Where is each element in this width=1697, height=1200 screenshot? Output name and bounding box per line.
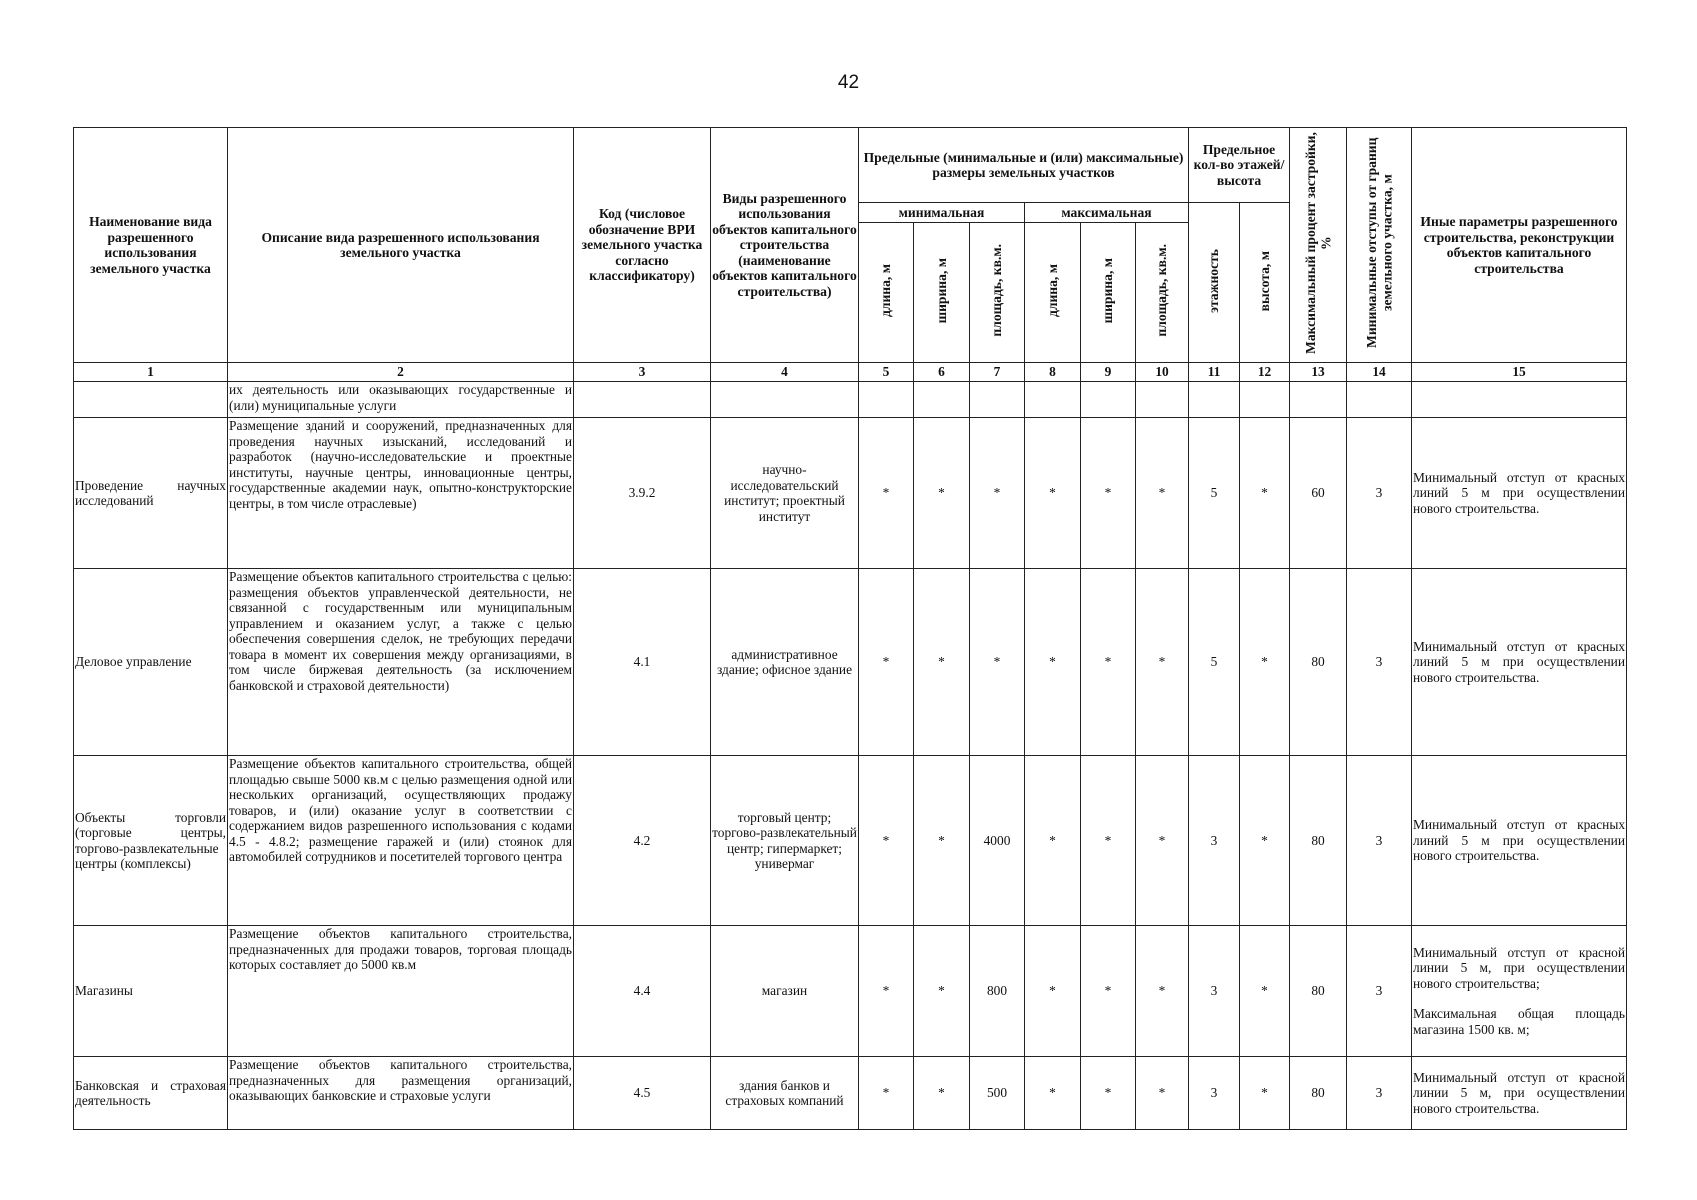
row-min-length: *: [859, 756, 914, 926]
row-max-length: *: [1025, 418, 1081, 569]
row-floors: 3: [1189, 926, 1240, 1057]
row-floors: 3: [1189, 756, 1240, 926]
header-height: высота, м: [1240, 203, 1290, 363]
column-number: 13: [1290, 363, 1347, 382]
row-objects: научно-исследовательский институт; проектный институт: [711, 418, 859, 569]
continuation-row: [74, 382, 1627, 418]
column-number: 10: [1136, 363, 1189, 382]
row-objects: административное здание; офисное здание: [711, 569, 859, 756]
row-max-width: *: [1081, 926, 1136, 1057]
row-code: 4.1: [574, 569, 711, 756]
other-params-text: Минимальный отступ от красных линий 5 м при осуществлении нового строительства.: [1413, 817, 1626, 864]
column-number: 2: [228, 363, 574, 382]
header-floors-group: Предельное кол-во этажей/ высота: [1189, 128, 1290, 203]
header-max-group: максимальная: [1025, 203, 1189, 223]
row-min-area: *: [970, 569, 1025, 756]
other-params-text: Минимальный отступ от красной линии 5 м, при осуществлении нового строительства;: [1413, 944, 1626, 991]
row-height: *: [1240, 756, 1290, 926]
row-max-length: *: [1025, 756, 1081, 926]
table-row: [74, 418, 1627, 569]
table-row: [74, 756, 1627, 926]
row-max-area: *: [1136, 418, 1189, 569]
zoning-regulations-table: [73, 127, 1627, 1130]
other-params-text: Минимальный отступ от красных линий 5 м при осуществлении нового строительства.: [1413, 469, 1626, 516]
header-name: Наименование вида разрешенного использования земельного участка: [74, 128, 228, 363]
row-min-area: 500: [970, 1057, 1025, 1130]
column-number: 6: [914, 363, 970, 382]
header-min-group: минимальная: [859, 203, 1025, 223]
row-name: Проведение научных исследований: [74, 418, 228, 569]
row-min-width: *: [914, 926, 970, 1057]
column-number: 15: [1412, 363, 1627, 382]
row-other-params: [1412, 926, 1627, 1057]
row-min-width: *: [914, 1057, 970, 1130]
row-name: Магазины: [74, 926, 228, 1057]
row-name: Объекты торговли (торговые центры, торгово-развлекательные центры (комплексы): [74, 756, 228, 926]
row-setback: 3: [1347, 418, 1412, 569]
header-other-params: Иные параметры разрешенного строительства, реконструкции объектов капитального строительства: [1412, 128, 1627, 363]
row-build-pct: 60: [1290, 418, 1347, 569]
row-other-params: [1412, 756, 1627, 926]
table-row: [74, 1057, 1627, 1130]
row-min-width: *: [914, 418, 970, 569]
row-min-area: 800: [970, 926, 1025, 1057]
row-objects: магазин: [711, 926, 859, 1057]
row-other-params: [1412, 1057, 1627, 1130]
header-description: Описание вида разрешенного использования земельного участка: [228, 128, 574, 363]
column-number: 4: [711, 363, 859, 382]
row-objects: здания банков и страховых компаний: [711, 1057, 859, 1130]
row-description: Размещение объектов капитального строительства с целью: размещения объектов управленческой деятельности, не связанной с государственным или муниципальным управлением и оказанием услуг, а также с целью обеспечения совершения сделок, не требующих передачи товара в момент их совершения между организациями, в том числе биржевая деятельность (за исключением банковской и страховой деятельности): [228, 569, 574, 756]
header-max-width: ширина, м: [1081, 223, 1136, 363]
row-setback: 3: [1347, 926, 1412, 1057]
row-max-length: *: [1025, 569, 1081, 756]
column-number: 14: [1347, 363, 1412, 382]
row-name: Деловое управление: [74, 569, 228, 756]
row-max-length: *: [1025, 1057, 1081, 1130]
column-number: 1: [74, 363, 228, 382]
header-setback: Минимальные отступы от границ земельного участка, м: [1347, 128, 1412, 363]
row-setback: 3: [1347, 756, 1412, 926]
row-code: 4.2: [574, 756, 711, 926]
row-floors: 5: [1189, 569, 1240, 756]
row-build-pct: 80: [1290, 569, 1347, 756]
header-min-length: длина, м: [859, 223, 914, 363]
header-max-area: площадь, кв.м.: [1136, 223, 1189, 363]
header-floors: этажность: [1189, 203, 1240, 363]
row-setback: 3: [1347, 569, 1412, 756]
header-max-length: длина, м: [1025, 223, 1081, 363]
row-objects: торговый центр; торгово-развлекательный центр; гипермаркет; универмаг: [711, 756, 859, 926]
row-name: Банковская и страховая деятельность: [74, 1057, 228, 1130]
row-max-width: *: [1081, 418, 1136, 569]
row-height: *: [1240, 1057, 1290, 1130]
row-min-width: *: [914, 569, 970, 756]
row-other-params: [1412, 418, 1627, 569]
page-number: 42: [837, 72, 860, 93]
row-max-width: *: [1081, 569, 1136, 756]
row-code: 3.9.2: [574, 418, 711, 569]
row-setback: 3: [1347, 1057, 1412, 1130]
row-other-params: [1412, 569, 1627, 756]
row-build-pct: 80: [1290, 926, 1347, 1057]
other-params-text-2: Максимальная общая площадь магазина 1500 кв. м;: [1413, 1006, 1626, 1037]
header-min-width: ширина, м: [914, 223, 970, 363]
row-build-pct: 80: [1290, 756, 1347, 926]
row-max-area: *: [1136, 926, 1189, 1057]
column-number: 12: [1240, 363, 1290, 382]
header-sizes-group: Предельные (минимальные и (или) максимальные) размеры земельных участков: [859, 128, 1189, 203]
row-min-area: 4000: [970, 756, 1025, 926]
row-build-pct: 80: [1290, 1057, 1347, 1130]
header-code: Код (числовое обозначение ВРИ земельного участка согласно классификатору): [574, 128, 711, 363]
other-params-text: Минимальный отступ от красной линии 5 м, при осуществлении нового строительства.: [1413, 1069, 1626, 1116]
row-description: Размещение объектов капитального строительства, общей площадью свыше 5000 кв.м с целью размещения одной или нескольких организаций, осуществляющих продажу товаров, и (или) оказание услуг в соответствии с содержанием видов разрешенного использования с кодами 4.5 - 4.8.2; размещение гаражей и (или) стоянок для автомобилей сотрудников и посетителей торгового центра: [228, 756, 574, 926]
row-floors: 3: [1189, 1057, 1240, 1130]
column-number: 5: [859, 363, 914, 382]
row-height: *: [1240, 926, 1290, 1057]
continuation-description: их деятельность или оказывающих государственные и (или) муниципальные услуги: [228, 382, 574, 418]
row-min-length: *: [859, 418, 914, 569]
column-number: 3: [574, 363, 711, 382]
row-height: *: [1240, 418, 1290, 569]
header-build-percent: Максимальный процент застройки, %: [1290, 128, 1347, 363]
row-height: *: [1240, 569, 1290, 756]
column-number: 8: [1025, 363, 1081, 382]
row-code: 4.5: [574, 1057, 711, 1130]
header-objects: Виды разрешенного использования объектов капитального строительства (наименование объектов капитального строительства): [711, 128, 859, 363]
column-number: 11: [1189, 363, 1240, 382]
row-min-width: *: [914, 756, 970, 926]
row-description: Размещение объектов капитального строительства, предназначенных для размещения организаций, оказывающих банковские и страховые услуги: [228, 1057, 574, 1130]
row-min-area: *: [970, 418, 1025, 569]
row-max-length: *: [1025, 926, 1081, 1057]
row-max-area: *: [1136, 756, 1189, 926]
column-number: 9: [1081, 363, 1136, 382]
table-row: [74, 926, 1627, 1057]
row-max-area: *: [1136, 569, 1189, 756]
row-max-width: *: [1081, 756, 1136, 926]
header-min-area: площадь, кв.м.: [970, 223, 1025, 363]
row-max-area: *: [1136, 1057, 1189, 1130]
other-params-text: Минимальный отступ от красных линий 5 м при осуществлении нового строительства.: [1413, 638, 1626, 685]
table-row: [74, 569, 1627, 756]
row-description: Размещение зданий и сооружений, предназначенных для проведения научных изысканий, исследований и разработок (научно-исследовательские и проектные институты, научные центры, инновационные центры, государственные академии наук, опытно-конструкторские центры, в том числе отраслевые): [228, 418, 574, 569]
row-min-length: *: [859, 926, 914, 1057]
row-floors: 5: [1189, 418, 1240, 569]
column-number-row: [74, 363, 1627, 382]
column-number: 7: [970, 363, 1025, 382]
row-min-length: *: [859, 1057, 914, 1130]
row-code: 4.4: [574, 926, 711, 1057]
row-max-width: *: [1081, 1057, 1136, 1130]
row-description: Размещение объектов капитального строительства, предназначенных для продажи товаров, торговая площадь которых составляет до 5000 кв.м: [228, 926, 574, 1057]
row-min-length: *: [859, 569, 914, 756]
